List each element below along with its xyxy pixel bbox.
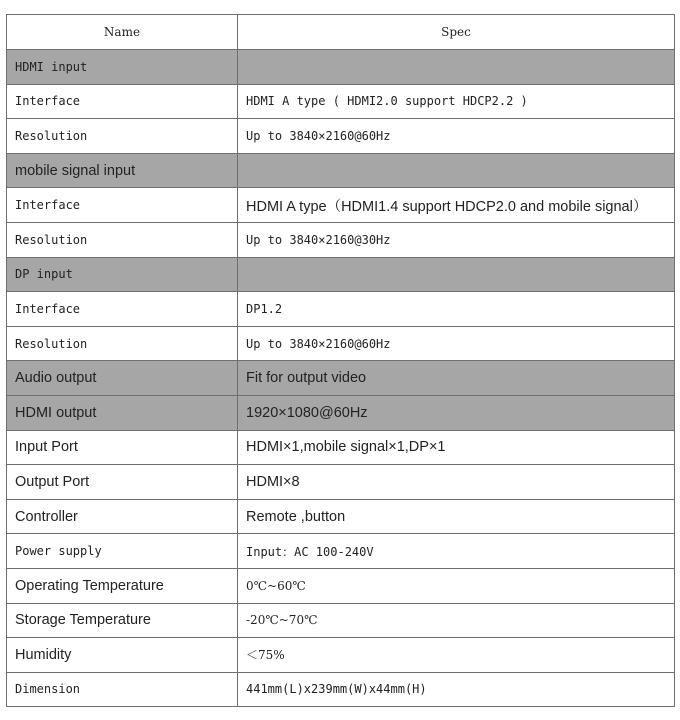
table-row [7,222,675,257]
row-name-cell: Audio output [7,361,238,396]
section-row [7,257,675,292]
row-spec-cell: 0℃~60℃ [238,568,675,603]
spec-table-header [7,15,675,50]
row-spec-cell: HDMI A type ( HDMI2.0 support HDCP2.2 ) [238,84,675,119]
row-name-cell: Dimension [7,672,238,707]
spec-table [6,14,675,707]
row-name-cell: HDMI input [7,50,238,85]
row-name-cell: Resolution [7,222,238,257]
table-row [7,638,675,673]
row-name-cell: Input Port [7,430,238,465]
table-row [7,568,675,603]
row-spec-cell: Up to 3840×2160@60Hz [238,326,675,361]
row-spec-cell [238,257,675,292]
section-row [7,361,675,396]
table-row [7,672,675,707]
spec-table-body [7,50,675,707]
row-name-cell: Storage Temperature [7,603,238,638]
row-name-cell: Interface [7,188,238,223]
row-spec-cell: HDMI×8 [238,465,675,500]
table-row [7,292,675,327]
row-spec-cell: Input：AC 100-240V [238,534,675,569]
section-row [7,153,675,188]
row-spec-cell: DP1.2 [238,292,675,327]
table-row [7,326,675,361]
row-name-cell: Resolution [7,119,238,154]
row-name-cell: Interface [7,84,238,119]
row-spec-cell: Up to 3840×2160@30Hz [238,222,675,257]
row-name-cell: Interface [7,292,238,327]
row-spec-cell [238,153,675,188]
name-column-header: Name [7,15,238,50]
table-row [7,534,675,569]
table-row [7,119,675,154]
table-row [7,84,675,119]
row-name-cell: DP input [7,257,238,292]
row-name-cell: Resolution [7,326,238,361]
row-spec-cell: Up to 3840×2160@60Hz [238,119,675,154]
table-row [7,188,675,223]
row-name-cell: Output Port [7,465,238,500]
section-row [7,395,675,430]
row-name-cell: mobile signal input [7,153,238,188]
row-spec-cell: Fit for output video [238,361,675,396]
header-row [7,15,675,50]
row-spec-cell: -20℃~70℃ [238,603,675,638]
table-row [7,465,675,500]
table-row [7,430,675,465]
table-row [7,499,675,534]
row-name-cell: Controller [7,499,238,534]
spec-column-header: Spec [238,15,675,50]
row-name-cell: Operating Temperature [7,568,238,603]
row-name-cell: Power supply [7,534,238,569]
row-spec-cell: HDMI A type（HDMI1.4 support HDCP2.0 and mobile signal） [238,188,675,223]
row-spec-cell: 1920×1080@60Hz [238,395,675,430]
row-spec-cell: HDMI×1,mobile signal×1,DP×1 [238,430,675,465]
row-spec-cell: Remote ,button [238,499,675,534]
row-spec-cell [238,50,675,85]
row-spec-cell: ＜75% [238,638,675,673]
section-row [7,50,675,85]
table-row [7,603,675,638]
row-spec-cell: 441mm(L)x239mm(W)x44mm(H) [238,672,675,707]
row-name-cell: HDMI output [7,395,238,430]
row-name-cell: Humidity [7,638,238,673]
